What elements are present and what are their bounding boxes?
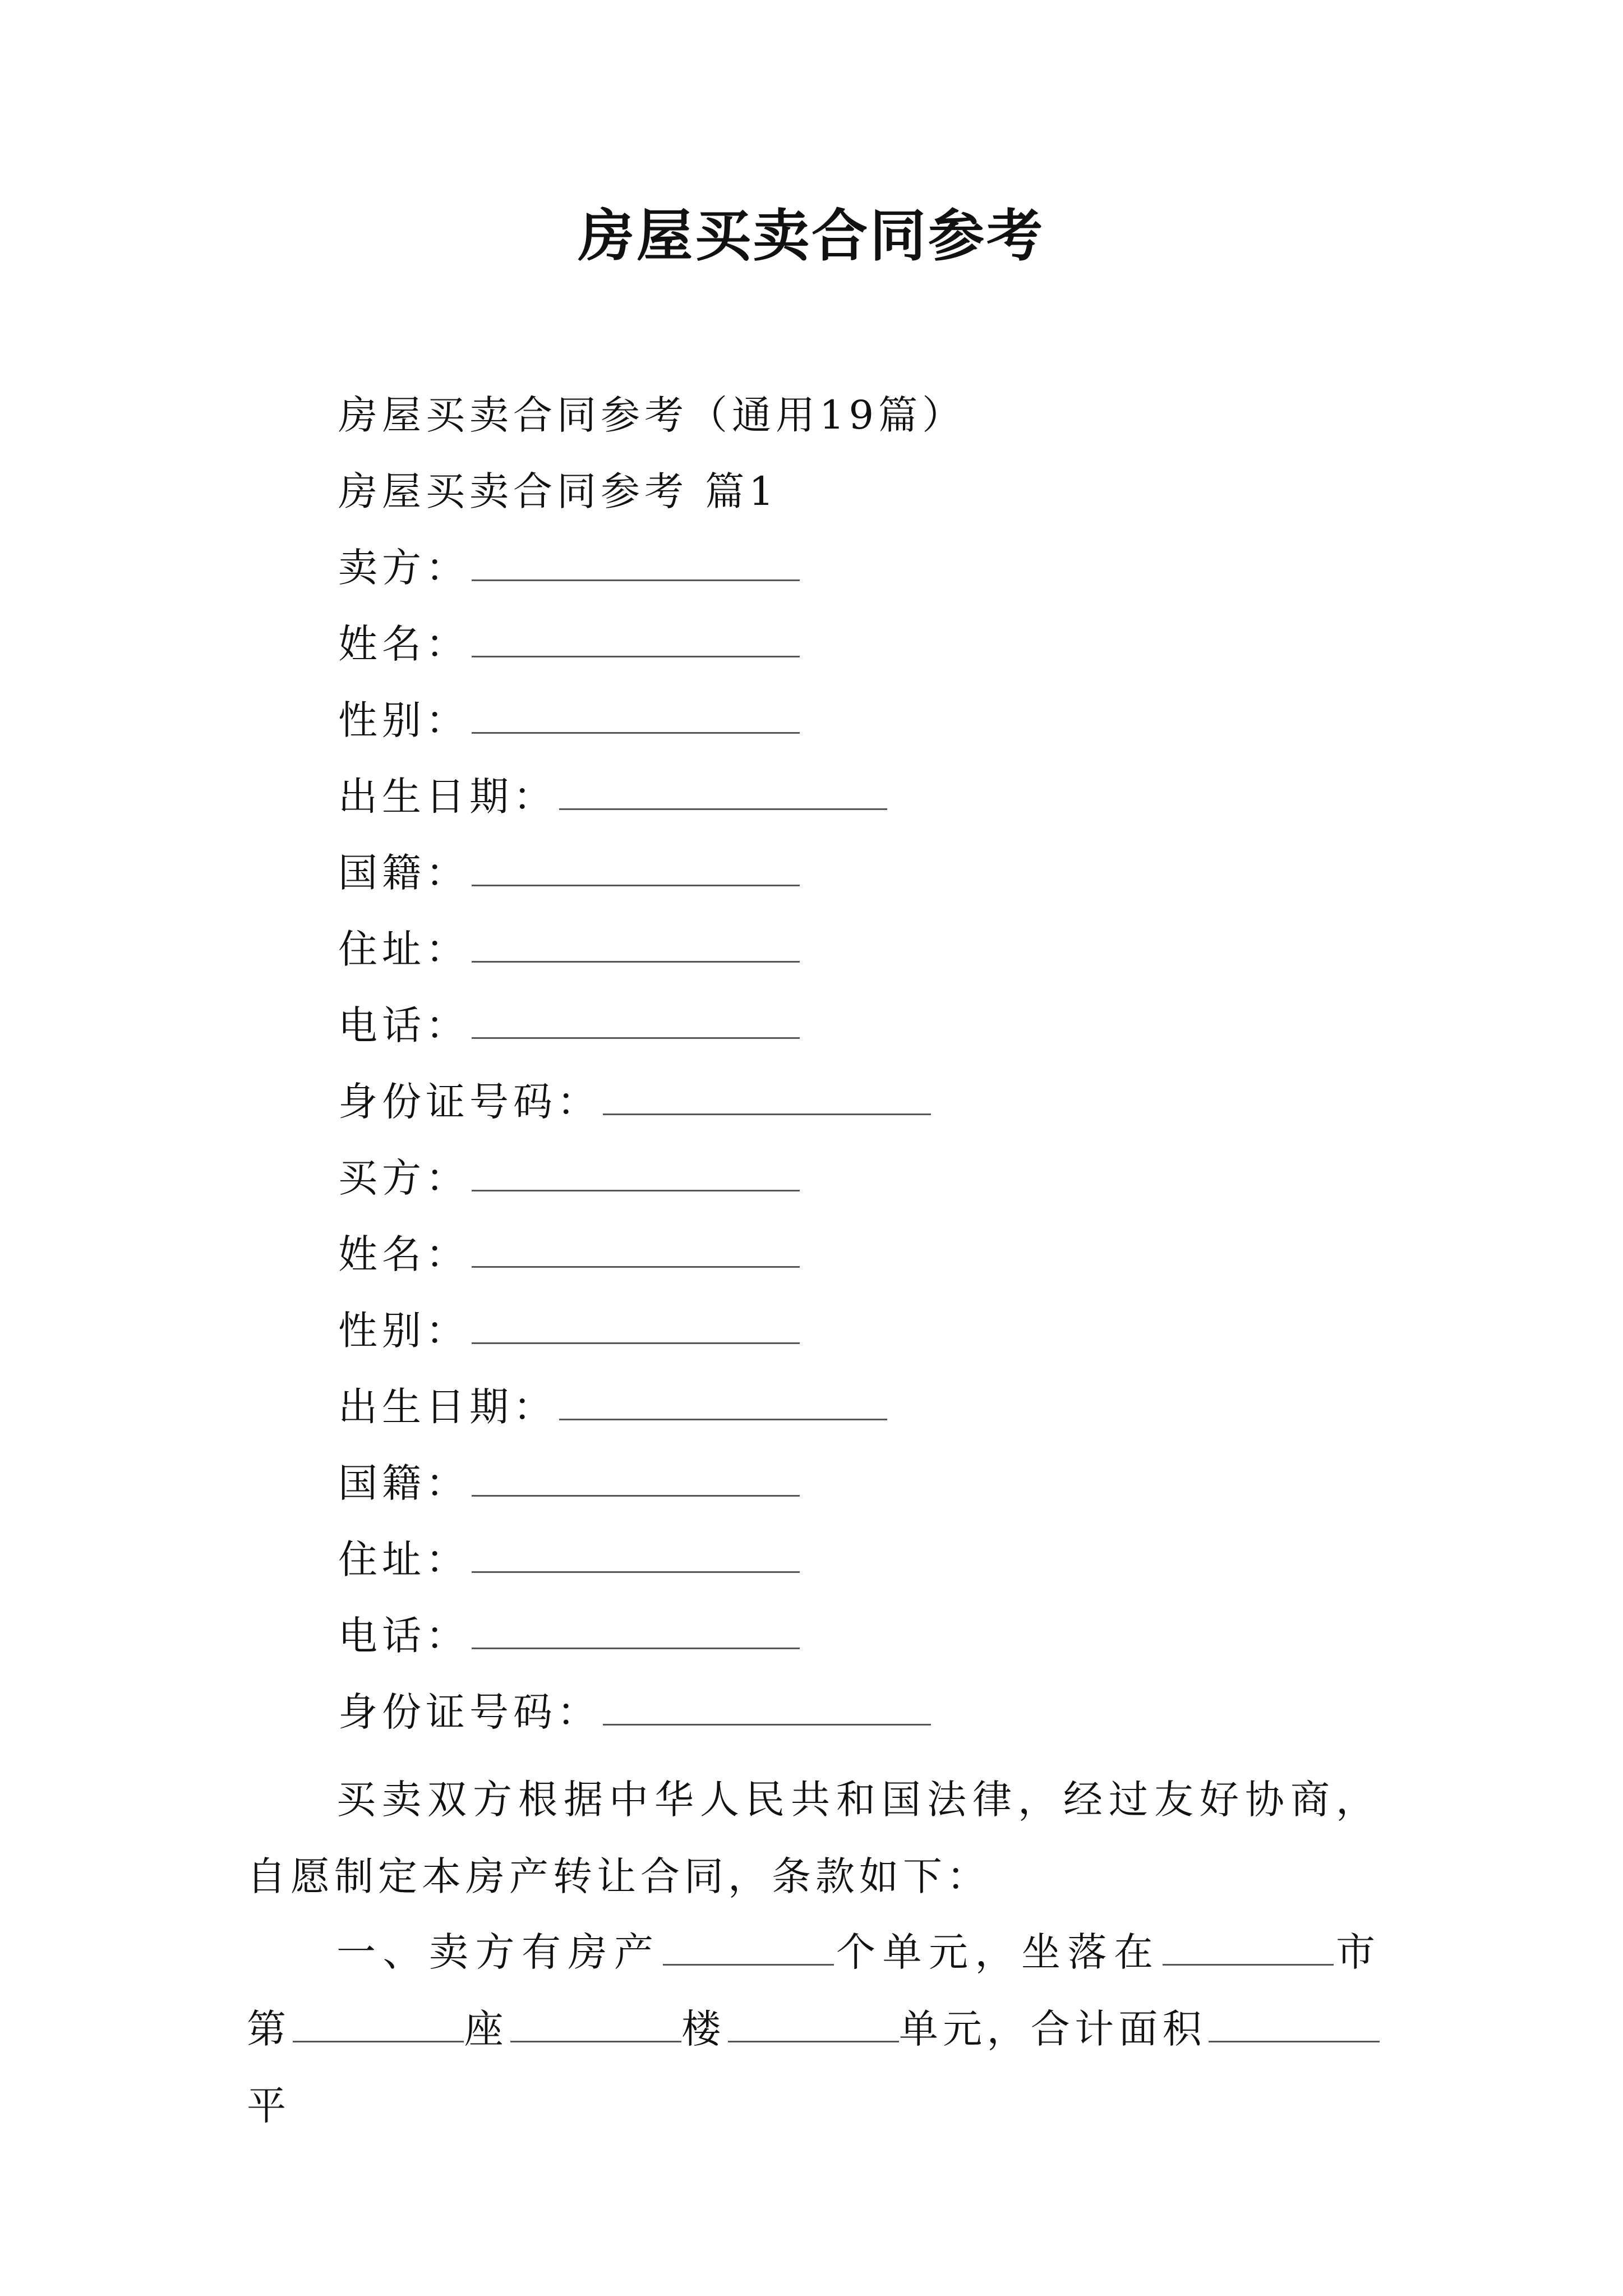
clause-1-text-1: 一、卖方有房产 <box>336 1929 661 1975</box>
buyer-id-label: 身份证号码： <box>338 1689 601 1735</box>
seller-name-blank <box>472 621 800 657</box>
clause-1-text-7: 平 <box>247 2083 291 2129</box>
seller-id-label: 身份证号码： <box>338 1079 601 1125</box>
seller-id-blank <box>603 1079 931 1115</box>
buyer-address-label: 住址： <box>338 1536 469 1582</box>
buyer-phone-line <box>338 1608 800 1664</box>
clause-1-text-6: 单元，合计面积 <box>898 2006 1207 2052</box>
seller-phone-line <box>338 997 800 1053</box>
buyer-label-line <box>338 1150 800 1206</box>
seller-address-blank <box>472 926 800 963</box>
buyer-gender-blank <box>472 1308 800 1344</box>
buyer-name-label: 姓名： <box>338 1231 469 1277</box>
seller-phone-blank <box>472 1002 800 1039</box>
seller-label: 卖方： <box>338 545 469 591</box>
buyer-gender-label: 性别： <box>338 1308 469 1354</box>
intro-paragraph: 买卖双方根据中华人民共和国法律，经过友好协商，自愿制定本房产转让合同，条款如下： <box>247 1777 1380 1899</box>
buyer-nationality-label: 国籍： <box>338 1460 469 1506</box>
document-subtitle: 房屋买卖合同参考（通用19篇） <box>338 392 966 438</box>
clause-1-text-3: 市第 <box>247 1929 1380 2052</box>
clause-1-blank-block <box>510 2006 681 2042</box>
buyer-label: 买方： <box>338 1155 469 1201</box>
clause-1-blank-building <box>728 2006 899 2042</box>
document-title: 房屋买卖合同参考 <box>578 203 1045 269</box>
seller-name-line <box>338 616 800 672</box>
buyer-gender-line <box>338 1303 800 1359</box>
seller-id-line <box>338 1074 931 1130</box>
clause-1-text-2: 个单元，坐落在 <box>833 1929 1160 1975</box>
seller-nationality-blank <box>472 850 800 886</box>
buyer-id-blank <box>603 1689 931 1726</box>
buyer-birthdate-line <box>338 1379 887 1435</box>
seller-birthdate-line <box>338 769 887 825</box>
seller-phone-label: 电话： <box>338 1002 469 1048</box>
seller-birthdate-label: 出生日期： <box>338 774 557 820</box>
section-heading: 房屋买卖合同参考 篇1 <box>338 468 778 514</box>
buyer-birthdate-label: 出生日期： <box>338 1384 557 1430</box>
seller-gender-label: 性别： <box>338 697 469 743</box>
seller-blank <box>472 545 800 581</box>
buyer-phone-label: 电话： <box>338 1613 469 1659</box>
seller-nationality-line <box>338 845 800 901</box>
seller-label-line <box>338 540 800 596</box>
seller-name-label: 姓名： <box>338 621 469 667</box>
clause-1-blank-city <box>1163 1929 1334 1966</box>
clause-1-blank-number <box>293 2006 464 2042</box>
buyer-id-line <box>338 1684 931 1740</box>
buyer-name-line <box>338 1226 800 1282</box>
buyer-nationality-line <box>338 1455 800 1511</box>
seller-gender-line <box>338 692 800 748</box>
seller-address-label: 住址： <box>338 926 469 972</box>
clause-1-paragraph <box>247 1914 1380 2145</box>
buyer-name-blank <box>472 1231 800 1268</box>
buyer-phone-blank <box>472 1613 800 1649</box>
buyer-address-line <box>338 1531 800 1588</box>
seller-birthdate-blank <box>559 774 887 810</box>
buyer-address-blank <box>472 1536 800 1573</box>
clause-1-text-5: 楼 <box>681 2006 726 2052</box>
clause-1-blank-area <box>1209 2006 1380 2042</box>
buyer-blank <box>472 1155 800 1191</box>
clause-1-blank-units <box>663 1929 834 1966</box>
seller-address-line <box>338 921 800 977</box>
buyer-birthdate-blank <box>559 1384 887 1420</box>
seller-gender-blank <box>472 697 800 734</box>
buyer-nationality-blank <box>472 1460 800 1497</box>
clause-1-text-4: 座 <box>464 2006 508 2052</box>
seller-nationality-label: 国籍： <box>338 850 469 896</box>
